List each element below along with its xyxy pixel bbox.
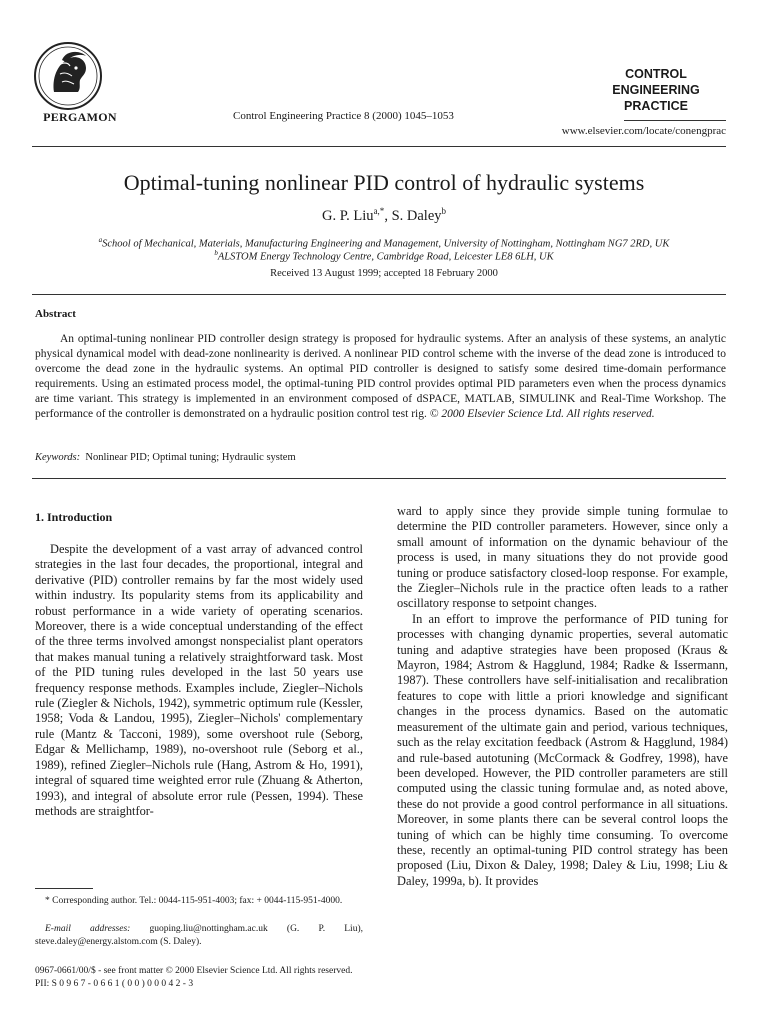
intro-right-column [397,504,728,889]
affiliation-text: ALSTOM Energy Technology Centre, Cambridge Road, Leicester LE8 6LH, UK [217,251,554,263]
author-mark: b [441,206,446,216]
affiliation-mark: a [98,236,103,244]
keywords [35,452,296,463]
abstract-text [35,332,726,423]
publisher-name: PERGAMON [43,110,117,124]
affiliation-mark: b [214,249,218,257]
journal-url-link[interactable]: www.elsevier.com/locate/conengprac [561,125,726,137]
author-list [0,206,768,225]
abstract-body: An optimal-tuning nonlinear PID controller design strategy is proposed for hydraulic systems. After an analysis of these systems, an analytic physical dynamical model with dead-zone nonlinearity is derived. A nonlinear PID control scheme with the inverse of the dead zone is introduced to overcome the dead zone in the hydraulic systems. An optimal PID controller is designed to satisfy some desired time-domain performance requirements. Using an estimated process model, the optimal-tuning PID control provides optimal PID parameters even when the process dynamics are time variant. This strategy is implemented in an environment composed of dSPACE, MATLAB, SIMULINK and Real-Time Workshop. The performance of the controller is demonstrated on a hydraulic position control test rig. [35,333,726,421]
journal-reference: Control Engineering Practice 8 (2000) 1045–1053 [233,110,454,122]
keywords-label: Keywords: [35,452,81,463]
journal-rule [624,120,726,121]
received-dates: Received 13 August 1999; accepted 18 February 2000 [270,268,498,279]
article-title: Optimal-tuning nonlinear PID control of hydraulic systems [123,170,645,195]
pii-line: PII: S 0 9 6 7 - 0 6 6 1 ( 0 0 ) 0 0 0 4 2 - 3 [35,979,194,989]
abstract-heading: Abstract [35,308,76,320]
journal-name [586,66,726,114]
author-name: S. Daley [391,207,442,224]
copyright-notice: © 2000 Elsevier Science Ltd. All rights reserved. [429,408,655,421]
author-separator: , [384,207,392,224]
keywords-list: Nonlinear PID; Optimal tuning; Hydraulic system [85,452,296,463]
issn-line: 0967-0661/00/$ - see front matter © 2000 Elsevier Science Ltd. All rights reserved. [35,966,353,976]
author-name: G. P. Liu [321,207,374,224]
email-footnote [35,923,363,949]
section-heading: 1. Introduction [35,510,113,524]
intro-left-paragraph: Despite the development of a vast array of advanced control strategies in the last four decades, the proportional, integral and derivative (PID) controller remains by far the most widely used within industry. Its popularity stems from its applicability and robust performance in a wide variety of operating scenarios. Moreover, there is a wide conceptual understanding of the effect of the three terms involved amongst nonspecialist plant operators that makes manual tuning a relatively straightforward task. Most of the PID tuning rules developed in the last 50 years use frequency response methods. Examples include, Ziegler–Nichols rule (Ziegler & Nichols, 1942), symmetric optimum rule (Kessler, 1958; Voda & Landou, 1995), Ziegler–Nichols' complementary rule (Mantz & Tacconi, 1989), some overshoot rule (Seborg, Edgar & Mellichamp, 1989), no-overshoot rule (Seborg et al., 1989), refined Ziegler–Nichols rule (Hang, Astrom & Ho, 1991), integral of squared time weighted error rule (Zhuang & Atherton, 1993), and integral of absolute error rule (Pessen, 1994). These methods are straightfor- [35,542,363,818]
header-divider [32,146,726,147]
pergamon-helmet-logo-icon [32,40,104,112]
intro-right-paragraph-1: ward to apply since they provide simple tuning formulae to determine the PID controller parameters. However, since only a small amount of information on the dynamic behaviour of the process is used, in many situations they do not provide good tuning or produce satisfactory closed-loop response. For example, the Ziegler–Nichols rule in the practice often leads to a rather oscillatory response to setpoint changes. [397,504,728,611]
intro-right-paragraph-2: In an effort to improve the performance of PID tuning for processes with changing dynamic properties, several automatic tuning and adaptive strategies have been proposed (Kraus & Mayron, 1984; Astrom & Hagglund, 1984; Radke & Issermann, 1987). These controllers have self-initialisation and recalibration features to cope with little a priori knowledge and significant changes in the process dynamics. Based on the automatic measurement of the ultimate gain and period, various techniques, such as the relay excitation feedback (Astrom & Hagglund, 1984) and rule-based autotuning (McCormack & Godfrey, 1998), have been developed. However, the PID controller parameters are still computed using the classic tuning formulae and, as noted above, these do not provide a good control performance in all situations. Moreover, in some plants there can be several control loops the tuning of which can be highly time consuming. To overcome these, recently an optimal-tuning PID control strategy has been proposed (Liu, Dixon & Daley, 1998; Daley & Liu, 1998; Liu & Daley, 1999a, b). It provides [397,611,728,888]
corresponding-author-footnote: * Corresponding author. Tel.: 0044-115-951-4003; fax: + 0044-115-951-4000. [45,896,343,906]
email-label: E-mail addresses: [45,924,131,934]
journal-name-line2: PRACTICE [624,99,688,113]
footnote-rule [35,888,93,889]
affiliation-b [0,249,768,263]
affiliation-text: School of Mechanical, Materials, Manufacturing Engineering and Management, University of Nottingham, Nottingham NG7 2RD, UK [102,238,670,250]
journal-name-line1: CONTROL ENGINEERING [612,67,700,97]
abstract-bottom-rule [32,478,726,479]
abstract-top-rule [32,294,726,295]
affiliation-a [0,236,768,250]
email-addresses: guoping.liu@nottingham.ac.uk (G. P. Liu), steve.daley@energy.alstom.com (S. Daley). [35,924,363,947]
author-mark: a,* [373,206,385,216]
